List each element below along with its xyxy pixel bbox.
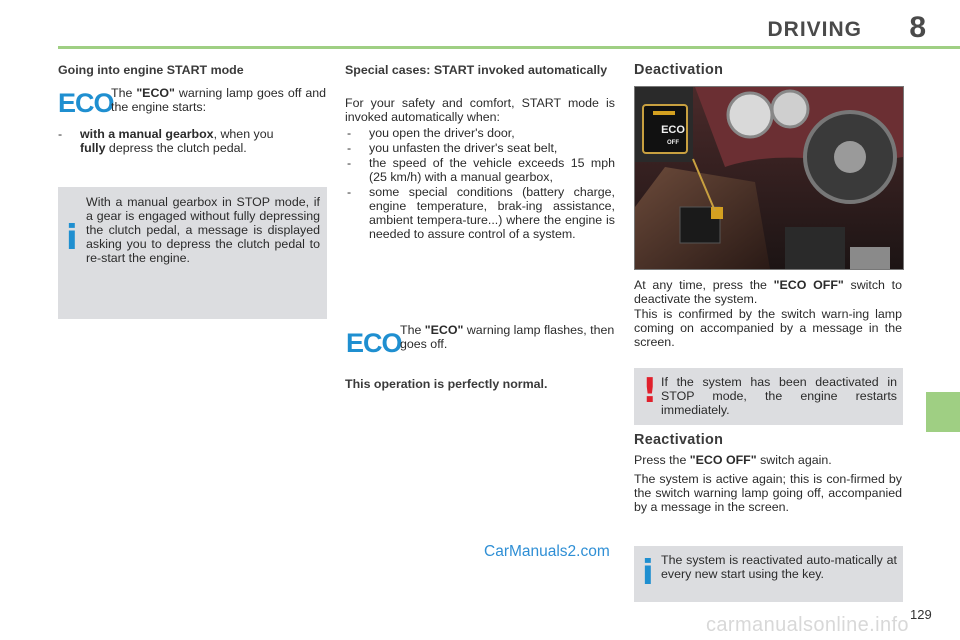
reactivation-heading: Reactivation xyxy=(634,432,724,448)
info-text: The system is reactivated auto-matically at every new start using the key. xyxy=(661,553,897,582)
reactivation-text: Press the "ECO OFF" switch again. xyxy=(634,453,832,467)
warning-box-restart xyxy=(634,368,903,425)
eco-warning-lamp-icon: ECO xyxy=(346,328,402,358)
chapter-title: DRIVING xyxy=(767,18,862,41)
info-box-manual-gearbox xyxy=(58,187,327,319)
reactivation-active-text: The system is active again; this is con-firmed by the switch warning lamp going off, accompanied by a message in the screen. xyxy=(634,472,902,515)
list-item: - you unfasten the driver's seat belt, xyxy=(347,141,558,156)
info-icon: i xyxy=(66,218,78,258)
header-rule xyxy=(58,46,960,49)
special-cases-heading: Special cases: START invoked automatically xyxy=(345,63,608,77)
deactivation-confirm-text: This is confirmed by the switch warn-ing lamp coming on accompanied by a message in the screen. xyxy=(634,307,902,350)
page-number: 129 xyxy=(910,607,932,622)
dashboard-photo xyxy=(634,86,904,270)
eco-lamp-text: The "ECO" warning lamp goes off and the engine starts: xyxy=(111,86,327,115)
deactivation-text: At any time, press the "ECO OFF" switch to deactivate the system. xyxy=(634,278,902,307)
warning-icon: ! xyxy=(642,371,658,411)
list-item: - the speed of the vehicle exceeds 15 mph (25 km/h) with a manual gearbox, xyxy=(347,156,615,185)
info-icon: i xyxy=(642,553,654,593)
info-box-reactivation xyxy=(634,546,903,602)
list-item: - some special conditions (battery charge, engine temperature, brak-ing assistance, ambient tempera-ture...) where the engine is needed to assure control of a system. xyxy=(347,185,615,242)
dashboard-illustration xyxy=(635,87,903,269)
carmanualsonline-watermark: carmanualsonline.info xyxy=(706,614,909,636)
eco-off-switch-label: ECO OFF xyxy=(661,124,685,146)
eco-flash-text: The "ECO" warning lamp flashes, then goes off. xyxy=(400,323,615,352)
normal-operation-note: This operation is perfectly normal. xyxy=(345,377,548,391)
eco-warning-lamp-icon: ECO xyxy=(58,88,114,118)
carmanuals2-watermark: CarManuals2.com xyxy=(484,543,610,560)
info-text: With a manual gearbox in STOP mode, if a gear is engaged without fully depressing the clutch pedal, a message is displayed asking you to depress the clutch pedal to re-start the engine. xyxy=(86,195,320,266)
special-cases-list xyxy=(345,126,615,242)
start-mode-heading: Going into engine START mode xyxy=(58,63,244,77)
deactivation-heading: Deactivation xyxy=(634,62,724,78)
list-item: - you open the driver's door, xyxy=(347,126,515,140)
special-cases-intro: For your safety and comfort, START mode is invoked automatically when: xyxy=(345,96,615,125)
chapter-number: 8 xyxy=(909,11,926,44)
chapter-side-tab xyxy=(926,392,960,432)
gearbox-bullet: - with a manual gearbox, when you fully depress the clutch pedal. xyxy=(58,127,274,156)
warning-text: If the system has been deactivated in STOP mode, the engine restarts immediately. xyxy=(661,375,897,418)
